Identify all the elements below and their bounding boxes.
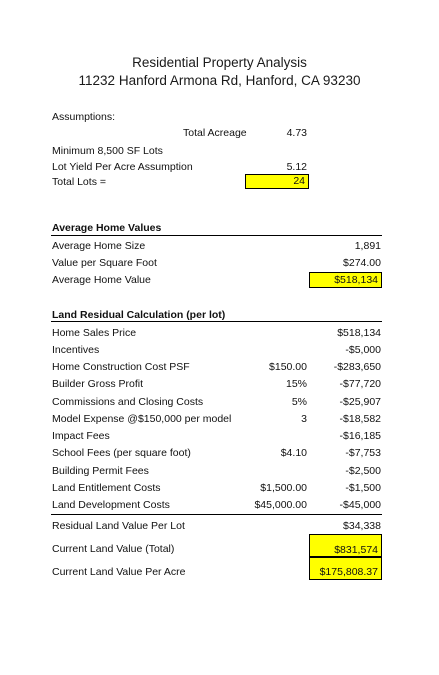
residual-row-value: $518,134 bbox=[337, 327, 381, 339]
residual-row-rate: 3 bbox=[301, 413, 307, 425]
residual-total-divider bbox=[51, 514, 382, 515]
residual-row-label: Builder Gross Profit bbox=[52, 378, 144, 390]
residual-row-label: Commissions and Closing Costs bbox=[52, 396, 204, 408]
residual-row-label: Model Expense @$150,000 per model bbox=[52, 413, 232, 425]
residual-row-value: -$18,582 bbox=[339, 413, 381, 425]
residual-row-label: Land Entitlement Costs bbox=[52, 482, 161, 494]
home-size-value: 1,891 bbox=[354, 240, 381, 252]
home-values-heading: Average Home Values bbox=[52, 222, 162, 234]
residual-row-label: Incentives bbox=[52, 344, 100, 356]
avg-home-value-label: Average Home Value bbox=[52, 274, 151, 286]
home-size-label: Average Home Size bbox=[52, 240, 146, 252]
residual-row-value: -$5,000 bbox=[345, 344, 381, 356]
current-land-value-acre-label: Current Land Value Per Acre bbox=[52, 566, 186, 578]
residual-row-rate: 5% bbox=[291, 396, 307, 408]
residual-row-label: Land Development Costs bbox=[52, 499, 170, 511]
residual-row-value: -$25,907 bbox=[339, 396, 381, 408]
residual-row-label: Impact Fees bbox=[52, 430, 110, 442]
residual-row-label: Home Construction Cost PSF bbox=[52, 361, 190, 373]
total-acreage-label: Total Acreage bbox=[183, 127, 247, 139]
residual-row-value: -$77,720 bbox=[339, 378, 381, 390]
residual-row-rate: $1,500.00 bbox=[260, 482, 307, 494]
current-land-value-acre: $175,808.37 bbox=[309, 557, 382, 580]
residual-row-rate: 15% bbox=[285, 378, 307, 390]
residual-row-value: -$1,500 bbox=[345, 482, 381, 494]
residual-row-value: -$16,185 bbox=[339, 430, 381, 442]
value-per-sqft-value: $274.00 bbox=[343, 257, 381, 269]
residual-row-rate: $150.00 bbox=[269, 361, 307, 373]
current-land-value-total: $831,574 bbox=[309, 534, 382, 557]
total-acreage-value: 4.73 bbox=[286, 127, 307, 139]
residual-row-label: Home Sales Price bbox=[52, 327, 137, 339]
residual-row-value: -$2,500 bbox=[345, 465, 381, 477]
assumptions-heading: Assumptions: bbox=[52, 111, 116, 123]
residual-land-value-label: Residual Land Value Per Lot bbox=[52, 520, 185, 532]
residual-row-value: -$283,650 bbox=[333, 361, 381, 373]
residual-row-value: -$45,000 bbox=[339, 499, 381, 511]
value-per-sqft-label: Value per Square Foot bbox=[52, 257, 157, 269]
land-residual-heading: Land Residual Calculation (per lot) bbox=[52, 309, 226, 321]
lot-yield-label: Lot Yield Per Acre Assumption bbox=[52, 161, 193, 173]
residual-row-label: School Fees (per square foot) bbox=[52, 447, 191, 459]
avg-home-value: $518,134 bbox=[309, 272, 382, 288]
page-title: Residential Property Analysis bbox=[132, 55, 307, 70]
lot-yield-value: 5.12 bbox=[286, 161, 307, 173]
home-values-divider bbox=[51, 235, 382, 236]
total-lots-label: Total Lots = bbox=[52, 176, 106, 188]
property-address: 11232 Hanford Armona Rd, Hanford, CA 93230 bbox=[78, 73, 361, 88]
residual-row-rate: $4.10 bbox=[280, 447, 307, 459]
land-residual-divider bbox=[51, 321, 382, 322]
min-lots-label: Minimum 8,500 SF Lots bbox=[52, 145, 163, 157]
residual-row-label: Building Permit Fees bbox=[52, 465, 149, 477]
residual-row-rate: $45,000.00 bbox=[254, 499, 307, 511]
residual-row-value: -$7,753 bbox=[345, 447, 381, 459]
current-land-value-total-label: Current Land Value (Total) bbox=[52, 543, 175, 555]
total-lots-value: 24 bbox=[245, 174, 309, 189]
residual-land-value: $34,338 bbox=[343, 520, 381, 532]
